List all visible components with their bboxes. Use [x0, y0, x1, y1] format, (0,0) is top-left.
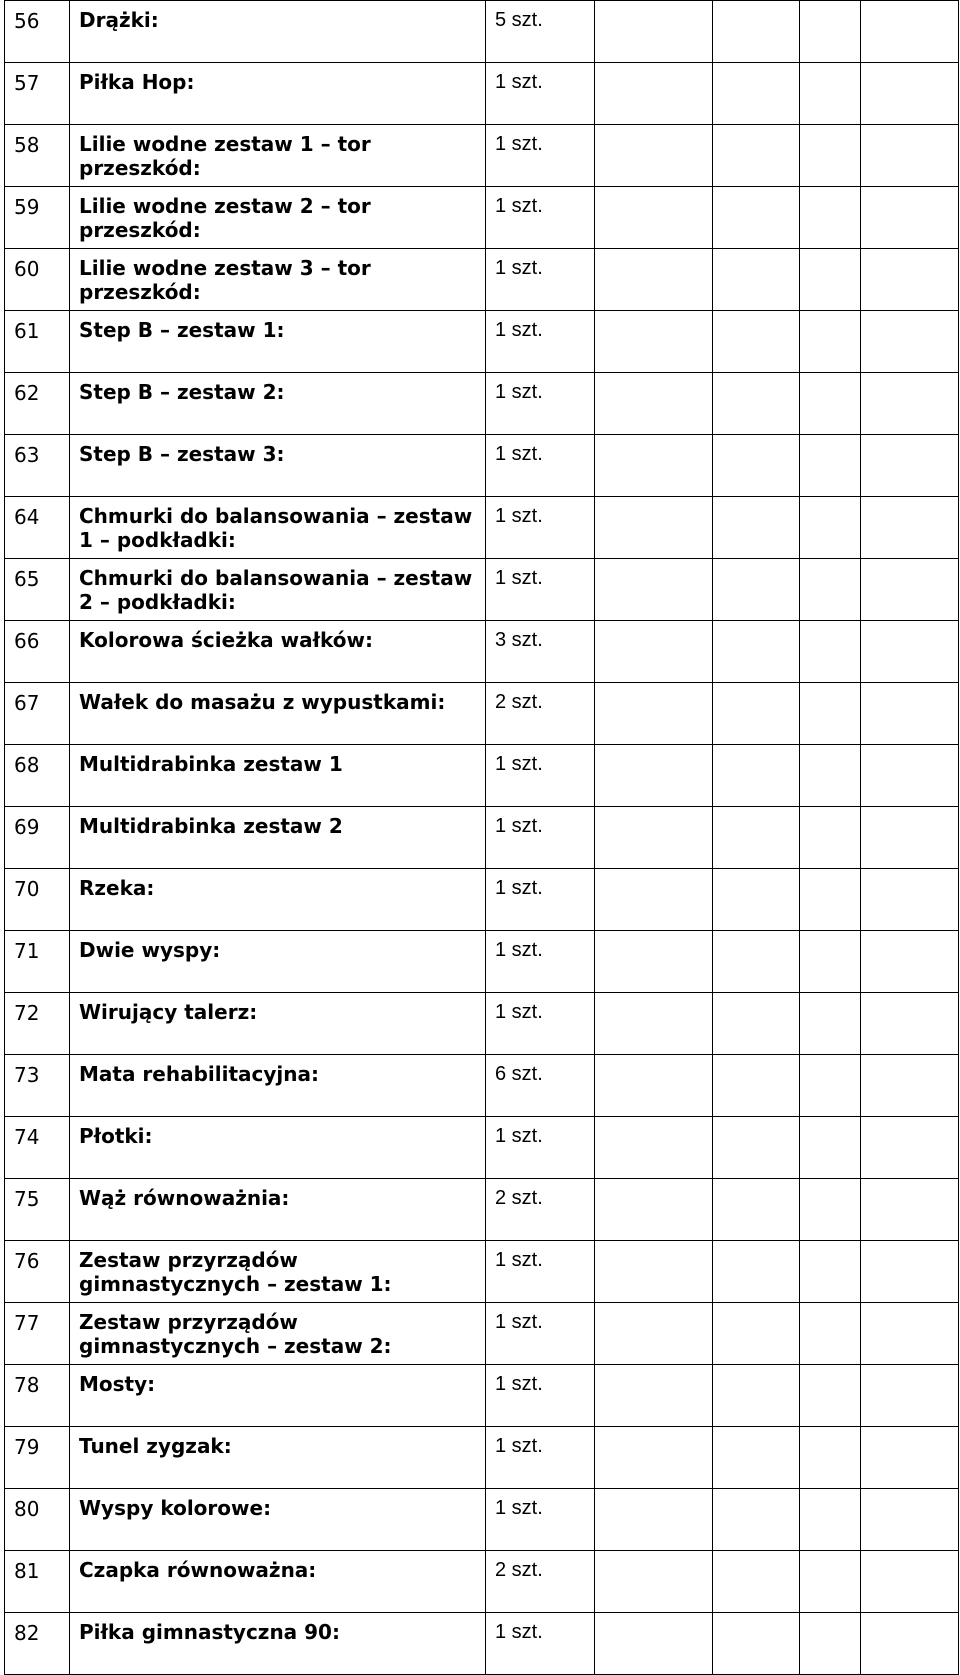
row-number: 65 [5, 559, 70, 621]
empty-cell [595, 683, 713, 745]
item-quantity: 1 szt. [486, 435, 595, 497]
empty-cell [861, 869, 959, 931]
empty-cell [595, 869, 713, 931]
empty-cell [861, 1613, 959, 1675]
empty-cell [800, 435, 861, 497]
empty-cell [713, 435, 800, 497]
table-row [5, 311, 959, 373]
empty-cell [800, 559, 861, 621]
empty-cell [595, 125, 713, 187]
item-name: Mosty: [70, 1365, 486, 1427]
empty-cell [595, 1365, 713, 1427]
empty-cell [861, 683, 959, 745]
item-name: Czapka równoważna: [70, 1551, 486, 1613]
empty-cell [861, 559, 959, 621]
empty-cell [595, 435, 713, 497]
row-number: 78 [5, 1365, 70, 1427]
item-name: Lilie wodne zestaw 2 – tor przeszkód: [70, 187, 486, 249]
empty-cell [713, 1241, 800, 1303]
item-quantity: 1 szt. [486, 1117, 595, 1179]
empty-cell [595, 1303, 713, 1365]
item-name: Zestaw przyrządów gimnastycznych – zestaw 1: [70, 1241, 486, 1303]
item-name: Płotki: [70, 1117, 486, 1179]
empty-cell [800, 1489, 861, 1551]
empty-cell [713, 1117, 800, 1179]
table-row [5, 993, 959, 1055]
empty-cell [713, 1, 800, 63]
empty-cell [713, 931, 800, 993]
empty-cell [861, 1427, 959, 1489]
empty-cell [800, 373, 861, 435]
empty-cell [861, 745, 959, 807]
empty-cell [713, 807, 800, 869]
row-number: 67 [5, 683, 70, 745]
empty-cell [800, 63, 861, 125]
empty-cell [595, 931, 713, 993]
item-name: Multidrabinka zestaw 2 [70, 807, 486, 869]
item-quantity: 1 szt. [486, 497, 595, 559]
item-name: Wąż równoważnia: [70, 1179, 486, 1241]
table-row [5, 1427, 959, 1489]
empty-cell [595, 1, 713, 63]
empty-cell [713, 621, 800, 683]
empty-cell [861, 1551, 959, 1613]
empty-cell [595, 497, 713, 559]
empty-cell [595, 1241, 713, 1303]
empty-cell [861, 125, 959, 187]
item-quantity: 1 szt. [486, 1613, 595, 1675]
empty-cell [800, 1303, 861, 1365]
empty-cell [861, 311, 959, 373]
item-quantity: 1 szt. [486, 63, 595, 125]
empty-cell [800, 187, 861, 249]
item-name: Zestaw przyrządów gimnastycznych – zestaw 2: [70, 1303, 486, 1365]
item-quantity: 1 szt. [486, 931, 595, 993]
row-number: 59 [5, 187, 70, 249]
empty-cell [713, 1303, 800, 1365]
item-quantity: 3 szt. [486, 621, 595, 683]
empty-cell [800, 1, 861, 63]
empty-cell [713, 1489, 800, 1551]
item-name: Drążki: [70, 1, 486, 63]
empty-cell [713, 683, 800, 745]
empty-cell [861, 807, 959, 869]
empty-cell [861, 1365, 959, 1427]
empty-cell [595, 1117, 713, 1179]
table-row [5, 1365, 959, 1427]
row-number: 76 [5, 1241, 70, 1303]
item-quantity: 1 szt. [486, 993, 595, 1055]
empty-cell [595, 621, 713, 683]
empty-cell [861, 1, 959, 63]
row-number: 75 [5, 1179, 70, 1241]
empty-cell [861, 1117, 959, 1179]
table-row [5, 373, 959, 435]
row-number: 81 [5, 1551, 70, 1613]
empty-cell [861, 1055, 959, 1117]
row-number: 66 [5, 621, 70, 683]
empty-cell [595, 1613, 713, 1675]
item-quantity: 1 szt. [486, 373, 595, 435]
empty-cell [713, 993, 800, 1055]
item-quantity: 2 szt. [486, 1179, 595, 1241]
item-name: Wirujący talerz: [70, 993, 486, 1055]
row-number: 77 [5, 1303, 70, 1365]
empty-cell [800, 497, 861, 559]
table-row [5, 807, 959, 869]
item-quantity: 1 szt. [486, 1489, 595, 1551]
item-quantity: 1 szt. [486, 869, 595, 931]
table-row [5, 1117, 959, 1179]
item-quantity: 1 szt. [486, 807, 595, 869]
empty-cell [861, 931, 959, 993]
empty-cell [800, 1365, 861, 1427]
empty-cell [713, 1179, 800, 1241]
item-name: Chmurki do balansowania – zestaw 1 – podkładki: [70, 497, 486, 559]
row-number: 68 [5, 745, 70, 807]
item-quantity: 1 szt. [486, 1427, 595, 1489]
item-name: Kolorowa ścieżka wałków: [70, 621, 486, 683]
empty-cell [595, 807, 713, 869]
item-quantity: 5 szt. [486, 1, 595, 63]
empty-cell [595, 1489, 713, 1551]
table-row [5, 1055, 959, 1117]
item-name: Piłka Hop: [70, 63, 486, 125]
empty-cell [595, 311, 713, 373]
inventory-table-body [5, 1, 959, 1675]
empty-cell [595, 249, 713, 311]
row-number: 74 [5, 1117, 70, 1179]
empty-cell [861, 435, 959, 497]
item-quantity: 1 szt. [486, 187, 595, 249]
row-number: 60 [5, 249, 70, 311]
empty-cell [595, 1427, 713, 1489]
empty-cell [595, 63, 713, 125]
item-name: Chmurki do balansowania – zestaw 2 – podkładki: [70, 559, 486, 621]
row-number: 69 [5, 807, 70, 869]
empty-cell [800, 1117, 861, 1179]
item-name: Lilie wodne zestaw 1 – tor przeszkód: [70, 125, 486, 187]
empty-cell [595, 745, 713, 807]
empty-cell [800, 1613, 861, 1675]
row-number: 79 [5, 1427, 70, 1489]
empty-cell [713, 1613, 800, 1675]
empty-cell [800, 807, 861, 869]
empty-cell [713, 63, 800, 125]
table-row [5, 1303, 959, 1365]
empty-cell [713, 869, 800, 931]
empty-cell [800, 1427, 861, 1489]
empty-cell [861, 187, 959, 249]
item-name: Piłka gimnastyczna 90: [70, 1613, 486, 1675]
empty-cell [861, 1179, 959, 1241]
empty-cell [800, 621, 861, 683]
empty-cell [713, 497, 800, 559]
empty-cell [713, 249, 800, 311]
table-row [5, 869, 959, 931]
item-quantity: 1 szt. [486, 1365, 595, 1427]
empty-cell [800, 1241, 861, 1303]
empty-cell [595, 1179, 713, 1241]
item-quantity: 1 szt. [486, 125, 595, 187]
item-quantity: 1 szt. [486, 249, 595, 311]
table-row [5, 249, 959, 311]
empty-cell [861, 993, 959, 1055]
row-number: 62 [5, 373, 70, 435]
table-row [5, 745, 959, 807]
row-number: 80 [5, 1489, 70, 1551]
empty-cell [800, 683, 861, 745]
empty-cell [800, 311, 861, 373]
table-row [5, 1, 959, 63]
table-row [5, 63, 959, 125]
empty-cell [595, 373, 713, 435]
empty-cell [800, 869, 861, 931]
empty-cell [861, 621, 959, 683]
table-row [5, 621, 959, 683]
empty-cell [713, 745, 800, 807]
table-row [5, 125, 959, 187]
row-number: 82 [5, 1613, 70, 1675]
empty-cell [595, 993, 713, 1055]
row-number: 58 [5, 125, 70, 187]
empty-cell [713, 559, 800, 621]
empty-cell [713, 1551, 800, 1613]
item-name: Rzeka: [70, 869, 486, 931]
item-name: Step B – zestaw 3: [70, 435, 486, 497]
item-name: Mata rehabilitacyjna: [70, 1055, 486, 1117]
item-name: Wałek do masażu z wypustkami: [70, 683, 486, 745]
table-row [5, 1551, 959, 1613]
item-name: Step B – zestaw 1: [70, 311, 486, 373]
row-number: 56 [5, 1, 70, 63]
table-row [5, 559, 959, 621]
table-row [5, 1489, 959, 1551]
item-quantity: 2 szt. [486, 1551, 595, 1613]
empty-cell [713, 1365, 800, 1427]
inventory-table [4, 0, 959, 1675]
empty-cell [800, 1179, 861, 1241]
empty-cell [861, 1241, 959, 1303]
empty-cell [800, 249, 861, 311]
table-row [5, 1179, 959, 1241]
row-number: 70 [5, 869, 70, 931]
empty-cell [595, 1551, 713, 1613]
empty-cell [595, 187, 713, 249]
table-row [5, 683, 959, 745]
empty-cell [713, 1055, 800, 1117]
row-number: 57 [5, 63, 70, 125]
empty-cell [861, 249, 959, 311]
empty-cell [595, 559, 713, 621]
item-quantity: 1 szt. [486, 311, 595, 373]
empty-cell [800, 931, 861, 993]
item-name: Lilie wodne zestaw 3 – tor przeszkód: [70, 249, 486, 311]
empty-cell [713, 373, 800, 435]
empty-cell [861, 497, 959, 559]
empty-cell [713, 1427, 800, 1489]
row-number: 63 [5, 435, 70, 497]
empty-cell [713, 187, 800, 249]
empty-cell [861, 1489, 959, 1551]
row-number: 73 [5, 1055, 70, 1117]
row-number: 61 [5, 311, 70, 373]
table-row [5, 187, 959, 249]
table-row [5, 1241, 959, 1303]
row-number: 64 [5, 497, 70, 559]
empty-cell [861, 63, 959, 125]
empty-cell [861, 373, 959, 435]
item-name: Step B – zestaw 2: [70, 373, 486, 435]
item-name: Dwie wyspy: [70, 931, 486, 993]
row-number: 72 [5, 993, 70, 1055]
empty-cell [800, 993, 861, 1055]
item-quantity: 6 szt. [486, 1055, 595, 1117]
table-row [5, 931, 959, 993]
empty-cell [713, 311, 800, 373]
empty-cell [800, 1551, 861, 1613]
item-name: Tunel zygzak: [70, 1427, 486, 1489]
item-name: Wyspy kolorowe: [70, 1489, 486, 1551]
empty-cell [713, 125, 800, 187]
row-number: 71 [5, 931, 70, 993]
item-quantity: 2 szt. [486, 683, 595, 745]
table-row [5, 497, 959, 559]
item-name: Multidrabinka zestaw 1 [70, 745, 486, 807]
item-quantity: 1 szt. [486, 745, 595, 807]
empty-cell [800, 745, 861, 807]
table-row [5, 1613, 959, 1675]
item-quantity: 1 szt. [486, 1303, 595, 1365]
empty-cell [800, 1055, 861, 1117]
table-row [5, 435, 959, 497]
item-quantity: 1 szt. [486, 559, 595, 621]
item-quantity: 1 szt. [486, 1241, 595, 1303]
empty-cell [800, 125, 861, 187]
empty-cell [595, 1055, 713, 1117]
empty-cell [861, 1303, 959, 1365]
